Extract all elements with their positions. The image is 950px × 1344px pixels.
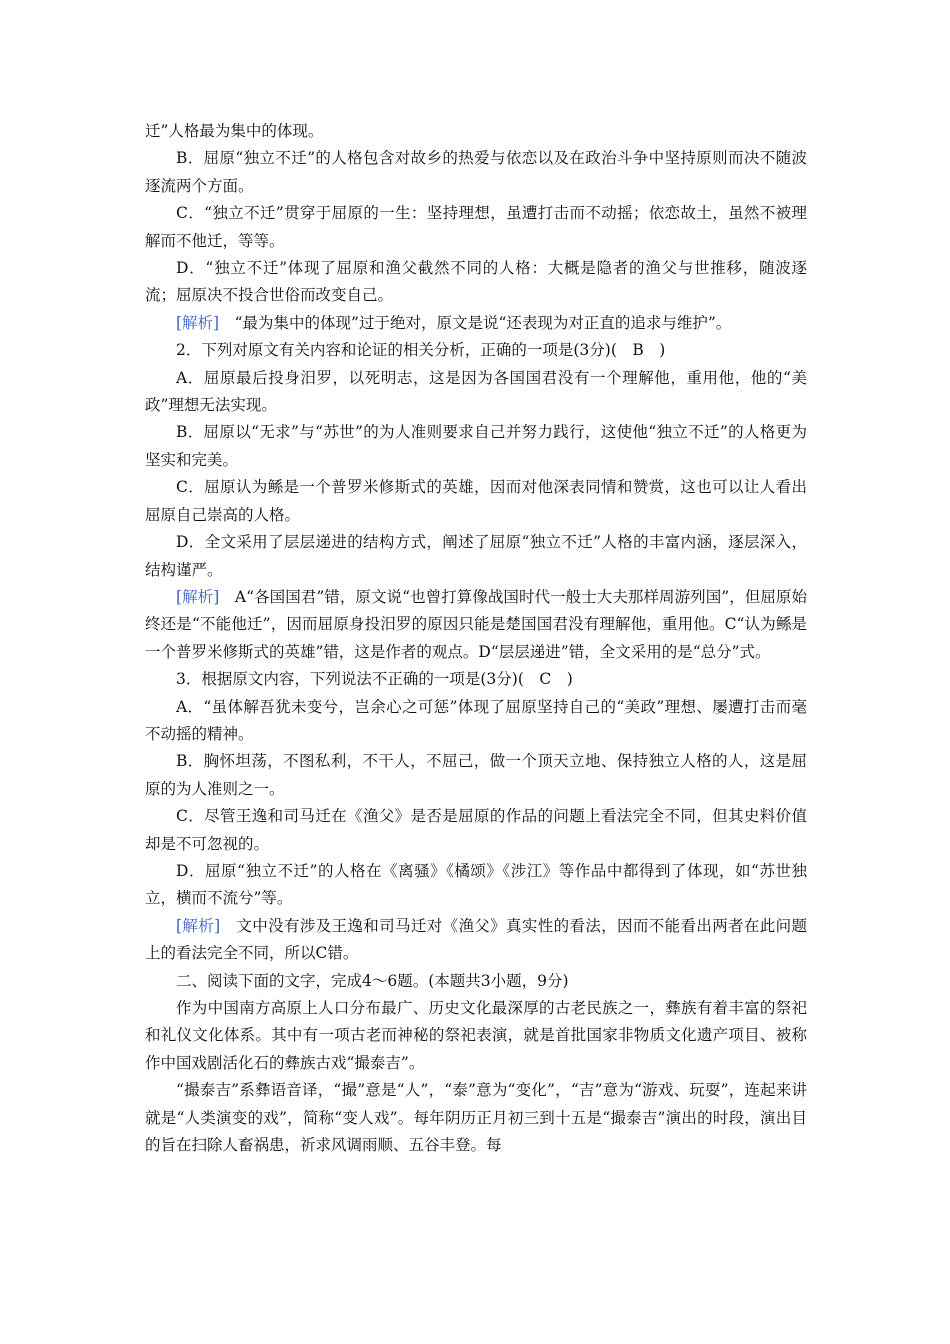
q2-analysis <box>145 584 807 666</box>
analysis-text: 文中没有涉及王逸和司马迁对《渔父》真实性的看法，因而不能看出两者在此问题上的看法完全不同，所以C错。 <box>145 916 807 963</box>
q2-stem: 2．下列对原文有关内容和论证的相关分析，正确的一项是(3分)( B ) <box>176 341 666 360</box>
paragraph-intro-tail: 迁”人格最为集中的体现。 <box>145 122 324 140</box>
q3-option-d: D．屈原“独立不迁”的人格在《离骚》《橘颂》《涉江》等作品中都得到了体现，如“苏世独立，横而不流兮”等。 <box>145 861 807 908</box>
q1-option-d: D．“独立不迁”体现了屈原和渔父截然不同的人格：大概是隐者的渔父与世推移，随波逐流；屈原决不投合世俗而改变自己。 <box>145 259 807 305</box>
q2-option-c: C．屈原认为鲧是一个普罗米修斯式的英雄，因而对他深表同情和赞赏，这也可以让人看出屈原自己崇高的人格。 <box>145 478 807 524</box>
q1-analysis <box>145 310 807 337</box>
analysis-text: A“各国国君”错，原文说“也曾打算像战国时代一般士大夫那样周游列国”，但屈原始终还是“不能他迁”，因而屈原身投汨罗的原因只能是楚国国君没有理解他，重用他。C“认为鲧是一个普罗米修斯式的英雄”错，这是作者的观点。D“层层递进”错，全文采用的是“总分”式。 <box>145 587 807 661</box>
q3-option-c: C．尽管王逸和司马迁在《渔父》是否是屈原的作品的问题上看法完全不同，但其史料价值却是不可忽视的。 <box>145 807 807 853</box>
q3-stem: 3．根据原文内容，下列说法不正确的一项是(3分)( C ) <box>176 670 573 689</box>
analysis-text: “最为集中的体现”过于绝对，原文是说“还表现为对正直的追求与维护”。 <box>219 313 732 332</box>
analysis-tag: [解析] <box>176 587 220 606</box>
q2-option-d: D．全文采用了层层递进的结构方式，阐述了屈原“独立不迁”人格的丰富内涵，逐层深入，结构谨严。 <box>145 533 807 579</box>
passage-paragraph-1: 作为中国南方高原上人口分布最广、历史文化最深厚的古老民族之一，彝族有着丰富的祭祀和礼仪文化体系。其中有一项古老而神秘的祭祀表演，就是首批国家非物质文化遗产项目、被称作中国戏剧活化石的彝族古戏“撮泰吉”。 <box>145 999 807 1072</box>
q1-option-b: B．屈原“独立不迁”的人格包含对故乡的热爱与依恋以及在政治斗争中坚持原则而决不随波逐流两个方面。 <box>145 149 807 195</box>
document-page <box>145 118 807 1159</box>
section-two-heading: 二、阅读下面的文字，完成4～6题。(本题共3小题，9分) <box>176 971 569 990</box>
q3-option-b: B．胸怀坦荡，不图私利，不干人，不屈己，做一个顶天立地、保持独立人格的人，这是屈原的为人准则之一。 <box>145 752 807 798</box>
q1-option-c: C．“独立不迁”贯穿于屈原的一生：坚持理想，虽遭打击而不动摇；依恋故土，虽然不被理解而不他迁，等等。 <box>145 204 807 250</box>
q3-analysis <box>145 913 807 968</box>
analysis-tag: [解析] <box>176 916 221 935</box>
q3-option-a: A．“虽体解吾犹未变兮，岂余心之可惩”体现了屈原坚持自己的“美政”理想、屡遭打击而毫不动摇的精神。 <box>145 697 807 743</box>
analysis-tag: [解析] <box>176 313 220 332</box>
q2-option-a: A．屈原最后投身汨罗，以死明志，这是因为各国国君没有一个理解他，重用他，他的“美政”理想无法实现。 <box>145 368 807 415</box>
passage-paragraph-2: “撮泰吉”系彝语音译，“撮”意是“人”，“泰”意为“变化”，“吉”意为“游戏、玩耍”，连起来讲就是“人类演变的戏”，简称“变人戏”。每年阴历正月初三到十五是“撮泰吉”演出的时段，演出目的旨在扫除人畜祸患，祈求风调雨顺、五谷丰登。每 <box>145 1081 807 1155</box>
q2-option-b: B．屈原以“无求”与“苏世”的为人准则要求自己并努力践行，这使他“独立不迁”的人格更为坚实和完美。 <box>145 423 807 469</box>
